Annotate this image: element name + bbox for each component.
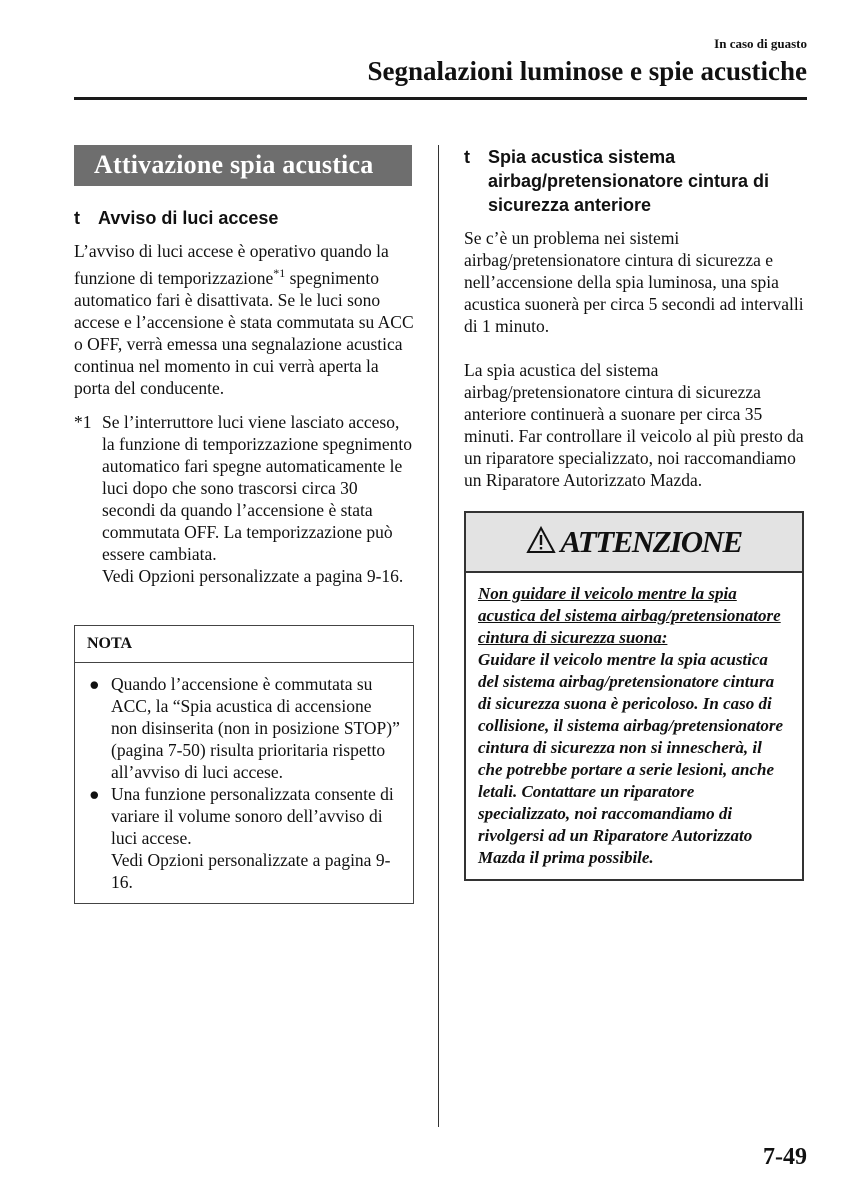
- footnote-mark: *1: [74, 411, 92, 432]
- subhead-bullet: t: [74, 208, 80, 228]
- section-title: Attivazione spia acustica: [74, 145, 412, 186]
- nota-box: [74, 625, 414, 904]
- page-title: Segnalazioni luminose e spie acustiche: [367, 56, 807, 86]
- warning-text: Guidare il veicolo mentre la spia acustica del sistema airbag/pretensionatore cintura di sicurezza suona è pericoloso. In caso di collisione, il sistema airbag/pretensionatore cintura di sicurezza non si innescherà, il che potrebbe portare a serie lesioni, anche letali. Contattare un riparatore specializzato, noi raccomandiamo di rivolgersi ad un Riparatore Autorizzato Mazda il prima possibile.: [478, 650, 784, 867]
- warning-triangle-icon: [526, 526, 556, 559]
- page-number: 7-49: [763, 1144, 807, 1170]
- left-column: [74, 145, 414, 904]
- nota-label: NOTA: [75, 626, 413, 663]
- running-head: In caso di guasto: [714, 36, 807, 51]
- footnote: [74, 411, 414, 587]
- column-divider: [438, 145, 439, 1127]
- subhead-lights-on-warning: [74, 206, 414, 230]
- bullet-icon: ●: [89, 673, 100, 694]
- footnote-reference: Vedi Opzioni personalizzate a pagina 9-16.: [102, 565, 404, 586]
- nota-item-1: [87, 673, 401, 783]
- right-column: [464, 145, 806, 881]
- nota-body: [75, 663, 413, 903]
- airbag-paragraph-1: Se c’è un problema nei sistemi airbag/pretensionatore cintura di sicurezza e nell’accensione della spia luminosa, una spia acustica suonerà per circa 5 secondi ad intervalli di 1 minuto.: [464, 228, 804, 336]
- nota-item-2: [87, 783, 401, 893]
- subhead-text: Spia acustica sistema airbag/pretensionatore cintura di sicurezza anteriore: [488, 147, 770, 215]
- nota-item-text: Una funzione personalizzata consente di variare il volume sonoro dell’avviso di luci accese.: [111, 783, 394, 848]
- subhead-text: Avviso di luci accese: [98, 208, 279, 228]
- subhead-bullet: t: [464, 147, 470, 167]
- warning-body: [466, 573, 802, 879]
- subhead-airbag-warning: [464, 145, 806, 217]
- warning-lead: Non guidare il veicolo mentre la spia acustica del sistema airbag/pretensionatore cintura di sicurezza suona:: [478, 584, 781, 647]
- header-rule: [74, 97, 807, 100]
- nota-item-content: [111, 783, 401, 893]
- footnote-content: [102, 411, 414, 587]
- footnote-text: Se l’interruttore luci viene lasciato acceso, la funzione di temporizzazione spegnimento automatico fari spegne automaticamente le luci dopo che sono trascorsi circa 30 secondi da quando l’accensione è stata commutata OFF. La temporizzazione può essere cambiata.: [102, 411, 413, 564]
- warning-box: [464, 511, 804, 881]
- nota-item-reference: Vedi Opzioni personalizzate a pagina 9-16.: [111, 849, 391, 892]
- lights-on-paragraph: [74, 240, 414, 399]
- nota-item-text: Quando l’accensione è commutata su ACC, la “Spia acustica di accensione non disinserita (non in posizione STOP)” (pagina 7-50) risulta prioritaria rispetto all’avviso di luci accese.: [111, 673, 400, 782]
- paragraph-part-b: spegnimento automatico fari è disattivata. Se le luci sono accese e l’accensione è stata commutata su ACC o OFF, verrà emessa una segnalazione acustica continua nel momento in cui verrà aperta la porta del conducente.: [74, 267, 414, 398]
- warning-header: [466, 513, 802, 573]
- airbag-paragraph-2: La spia acustica del sistema airbag/pretensionatore cintura di sicurezza anteriore continuerà a suonare per circa 35 minuti. Far controllare il veicolo al più presto da un riparatore specializzato, noi raccomandiamo un Riparatore Autorizzato Mazda.: [464, 360, 804, 490]
- paragraph-part-a: L’avviso di luci accese è operativo quando la funzione di temporizzazione: [74, 241, 389, 288]
- bullet-icon: ●: [89, 783, 100, 804]
- footnote-superscript: *1: [273, 266, 286, 280]
- warning-title: ATTENZIONE: [560, 524, 742, 559]
